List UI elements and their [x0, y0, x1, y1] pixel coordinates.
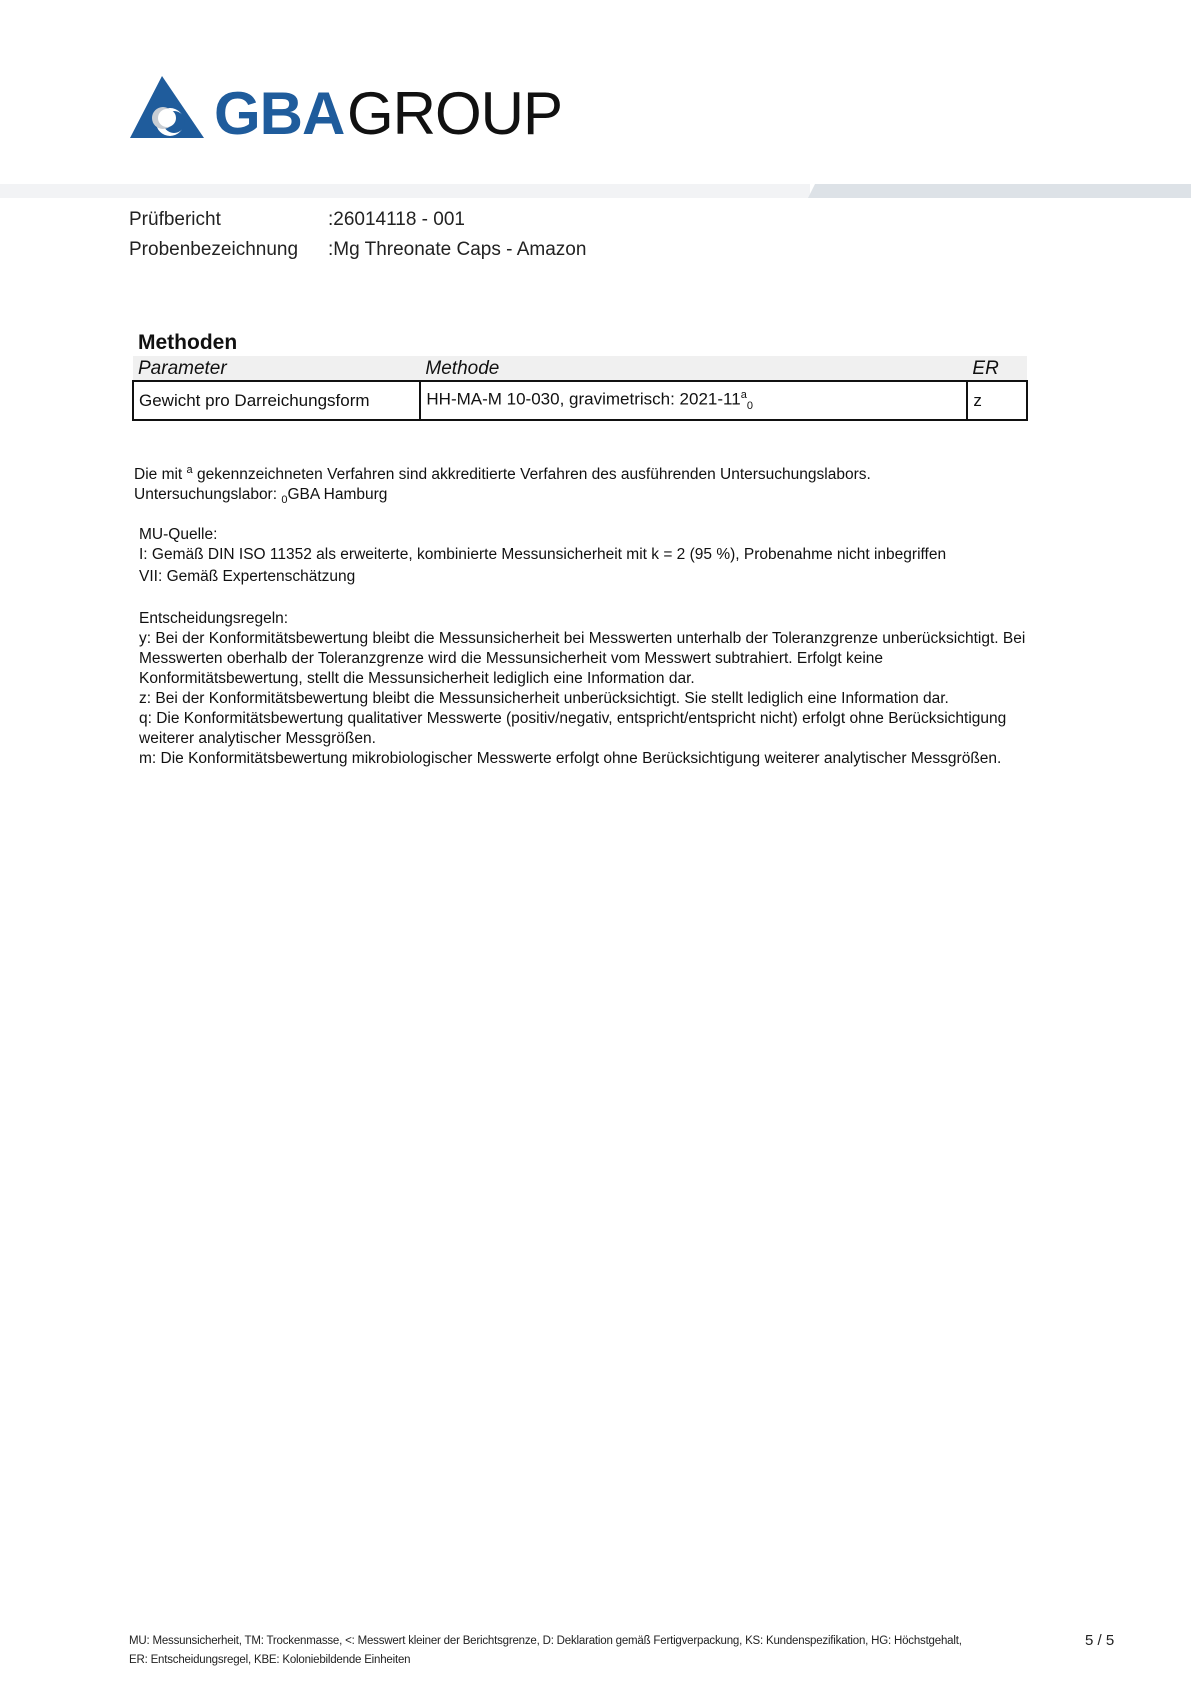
page-number: 5 / 5	[1085, 1632, 1115, 1649]
method-text: HH-MA-M 10-030, gravimetrisch: 2021-11	[426, 389, 741, 409]
rule-line: weiterer analytischer Messgrößen.	[139, 730, 376, 747]
header-er: ER	[967, 356, 1027, 381]
lab-line	[134, 485, 1094, 510]
method-lab-index: 0	[746, 400, 753, 413]
sample-name: :Mg Threonate Caps - Amazon	[328, 239, 587, 260]
mu-line: I: Gemäß DIN ISO 11352 als erweiterte, kombinierte Messunsicherheit mit k = 2 (95 %), Probenahme nicht inbegriffen	[139, 546, 947, 563]
accreditation-note	[134, 460, 1094, 510]
footer-legend-line: MU: Messunsicherheit, TM: Trockenmasse, <: Messwert kleiner der Berichtsgrenze, D: Deklaration gemäß Fertigverpackung, KS: Kundenspezifikation, HG: Höchstgehalt,	[129, 1635, 962, 1647]
rule-line: z: Bei der Konformitätsbewertung bleibt die Messunsicherheit unberücksichtigt. Sie stellt lediglich eine Information dar.	[139, 690, 949, 707]
lab-label: Untersuchungslabor:	[134, 486, 282, 504]
accredited-mark: a	[186, 464, 193, 476]
lab-index: 0	[281, 494, 288, 507]
mu-source-block	[139, 525, 1099, 587]
rule-line: Messwerten oberhalb der Toleranzgrenze wird die Messunsicherheit vom Messwert subtrahiert. Erfolgt keine	[139, 650, 884, 667]
footer-abbreviation-legend	[129, 1632, 989, 1670]
header-divider-band	[0, 184, 1191, 198]
lab-name: GBA Hamburg	[287, 486, 388, 504]
cell-method	[420, 381, 967, 420]
sample-label: Probenbezeichnung	[129, 239, 299, 260]
accredited-prefix: Die mit	[134, 466, 187, 484]
accredited-line	[134, 460, 1094, 485]
table-row	[133, 381, 1027, 420]
logo-wordmark-gba: GBA	[214, 80, 345, 147]
methods-title: Methoden	[138, 331, 238, 354]
decision-rules-block	[139, 609, 1079, 769]
rules-title: Entscheidungsregeln:	[139, 610, 289, 627]
report-number: :26014118 - 001	[328, 209, 465, 230]
mu-line: VII: Gemäß Expertenschätzung	[139, 568, 356, 585]
methods-table	[132, 356, 1028, 421]
header-parameter: Parameter	[133, 356, 420, 381]
rule-line: m: Die Konformitätsbewertung mikrobiologischer Messwerte erfolgt ohne Berücksichtigung weiterer analytischer Messgrößen.	[139, 750, 1002, 767]
rule-line: q: Die Konformitätsbewertung qualitativer Messwerte (positiv/negativ, entspricht/entspricht nicht) erfolgt ohne Berücksichtigung	[139, 710, 1007, 727]
logo-wordmark-group: GROUP	[347, 80, 563, 147]
header-method: Methode	[420, 356, 967, 381]
rule-line: Konformitätsbewertung, stellt die Messunsicherheit lediglich eine Information dar.	[139, 670, 695, 687]
accredited-suffix: gekennzeichneten Verfahren sind akkreditierte Verfahren des ausführenden Untersuchungslabors.	[192, 466, 871, 484]
report-label: Prüfbericht	[129, 209, 221, 230]
methods-header-row	[133, 356, 1027, 381]
method-accreditation-mark: a	[740, 389, 747, 401]
cell-parameter: Gewicht pro Darreichungsform	[133, 381, 420, 420]
cell-er: z	[967, 381, 1027, 420]
rule-line: y: Bei der Konformitätsbewertung bleibt die Messunsicherheit bei Messwerten unterhalb der Toleranzgrenze unberücksichtigt. Bei	[139, 630, 1026, 647]
mu-title: MU-Quelle:	[139, 526, 218, 543]
gba-logo-mark-icon	[130, 76, 204, 138]
footer-legend-line: ER: Entscheidungsregel, KBE: Koloniebildende Einheiten	[129, 1654, 411, 1666]
